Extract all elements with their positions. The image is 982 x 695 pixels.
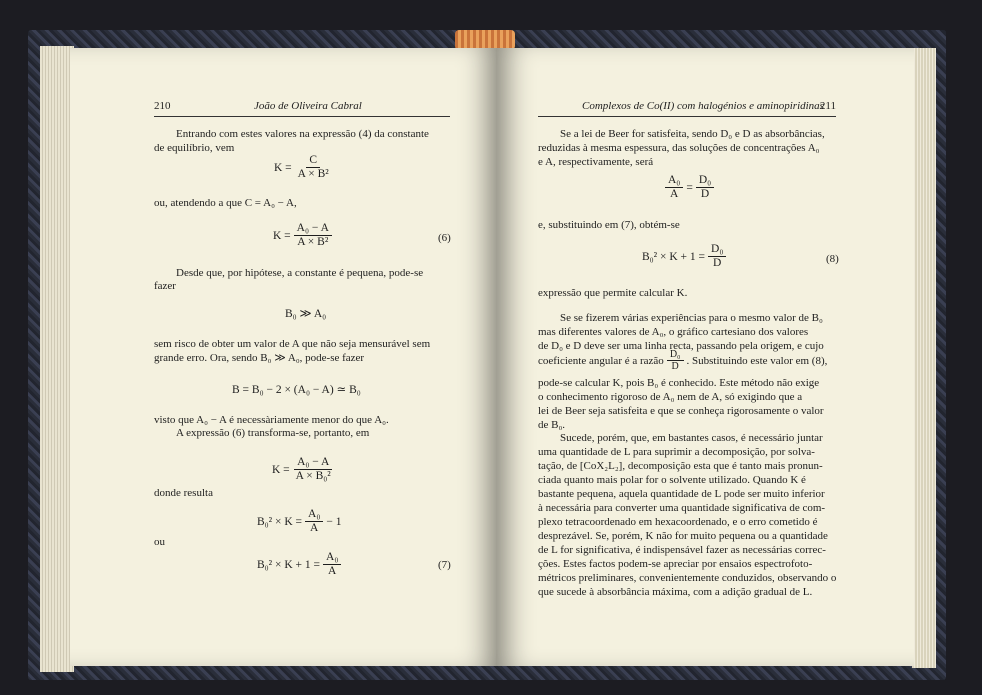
right-p1-line3: e A, respectivamente, será [538,156,654,168]
right-text-substituindo: e, substituindo em (7), obtém-se [538,219,680,231]
left-p2-line1: Desde que, por hipótese, a constante é pequena, pode-se [176,267,424,279]
left-text-donde: donde resulta [154,487,213,499]
right-p1-line1: Se a lei de Beer for satisfeita, sendo D₀ e D as absorbâncias, [560,128,825,140]
right-p2-line8: de B₀. [538,419,566,431]
equation-k-b0: K = $\frac{\text{A₀ − A}}{\text{A × B₀²}}$ [272,456,331,482]
right-running-header [538,100,836,117]
left-running-header [154,100,450,117]
equation-7: B₀² × K + 1 = $\frac{\text{A₀}}{A}$ [257,551,344,578]
right-p2-line7: lei de Beer seja satisfeita e que se conheça rigorosamente o valor [538,405,824,417]
right-p3-line7: plexo tetracoordenado em hexacoordenado, e o erro cometido é [538,516,818,528]
left-p4-line1: visto que A₀ − A é necessàriamente menor do que A₀. [154,414,389,426]
left-p3-line1: sem risco de obter um valor de A que não seja mensurável sem [154,338,431,350]
right-p2-line2: mas diferentes valores de A₀, o gráfico cartesiano dos valores [538,326,809,338]
right-p3-line5: bastante pequena, aquela quantidade de L pode ser muito inferior [538,488,825,500]
left-p1-line2: de equilíbrio, vem [154,142,235,154]
right-p1-line2: reduzidas à mesma espessura, das soluções de concentrações A₀ [538,142,820,154]
left-text-or: ou, atendendo a que C = A₀ − A, [154,197,297,209]
right-page [496,48,914,666]
right-p3-line2: uma quantidade de L para suprimir a decomposição, por solva- [538,446,815,458]
right-running-head: Complexos de Co(II) com halogénios e aminopiridinas [582,100,824,112]
equation-b0-gg-a0: B₀ ≫ A₀ [285,308,327,320]
left-text-ou: ou [154,536,165,548]
equation-a-d-ratio: $\frac{\text{A₀}}{A}$ = $\frac{\text{D₀}}{D}$ [662,174,717,201]
right-page-number: 211 [819,100,836,112]
right-p3-line6: à necessária para converter uma quantidade significativa de com- [538,502,826,514]
right-p3-line4: ciada quanto mais polar for o solvente utilizado. Quando K é [538,474,806,486]
equation-number-8: (8) [826,253,839,265]
right-p3-line8: desprezável. Se, porém, K não for muito pequena ou a quantidade [538,530,828,542]
right-p3-line3: tação, de [CoX₂L₂], decomposição esta que é tanto mais pronun- [538,460,823,472]
right-text-expressao: expressão que permite calcular K. [538,287,688,299]
left-p2-line2: fazer [154,280,176,292]
left-p4-line2: A expressão (6) transforma-se, portanto, em [176,427,370,439]
book-headband [455,30,515,50]
left-running-head: João de Oliveira Cabral [254,100,362,112]
right-p3-line10: ções. Estes factos podem-se apreciar por ensaios espectrofoto- [538,558,813,570]
left-page [70,48,498,666]
page-stack-right [912,48,936,668]
right-p2-line6: o conhecimento rigoroso de A₀ nem de A, só exigindo que a [538,391,803,403]
equation-b-approx: B = B₀ − 2 × (A₀ − A) ≃ B₀ [232,384,361,396]
right-p2-line1: Se se fizerem várias experiências para o mesmo valor de B₀ [560,312,823,324]
right-p2-line4: coeficiente angular é a razão $\frac{\text{D₀}}{D}$ . Substituindo este valor em (8), [538,349,828,372]
equation-number-7: (7) [438,559,451,571]
equation-6: K = $\frac{\text{A₀ − A}}{\text{A × B²}}$ [273,222,335,249]
left-page-number: 210 [154,100,171,112]
right-p3-line9: de L for significativa, é indispensável fazer as necessárias correc- [538,544,826,556]
right-p3-line1: Sucede, porém, que, em bastantes casos, é necessário juntar [560,432,823,444]
equation-8: B₀² × K + 1 = $\frac{\text{D₀}}{D}$ [642,243,729,270]
right-p3-line12: que sucede à absorbância máxima, com a adição gradual de L. [538,586,813,598]
equation-number-6: (6) [438,232,451,244]
left-p1-line1: Entrando com estes valores na expressão (4) da constante [176,128,429,140]
right-p2-line3: de D₀ e D deve ser uma linha recta, passando pela origem, e cujo [538,340,824,352]
right-p3-line11: métricos preliminares, convenientemente conduzidos, observando o [538,572,837,584]
equation-k-c: K = $\frac{C}{\text{A × B²}}$ [274,154,329,180]
equation-b0k: B₀² × K = $\frac{\text{A₀}}{A}$ − 1 [257,508,342,534]
right-p2-line5: pode-se calcular K, pois B₀ é conhecido. Este método não exige [538,377,820,389]
page-stack-left [40,46,74,672]
left-p3-line2: grande erro. Ora, sendo B₀ ≫ A₀, pode-se fazer [154,352,365,364]
